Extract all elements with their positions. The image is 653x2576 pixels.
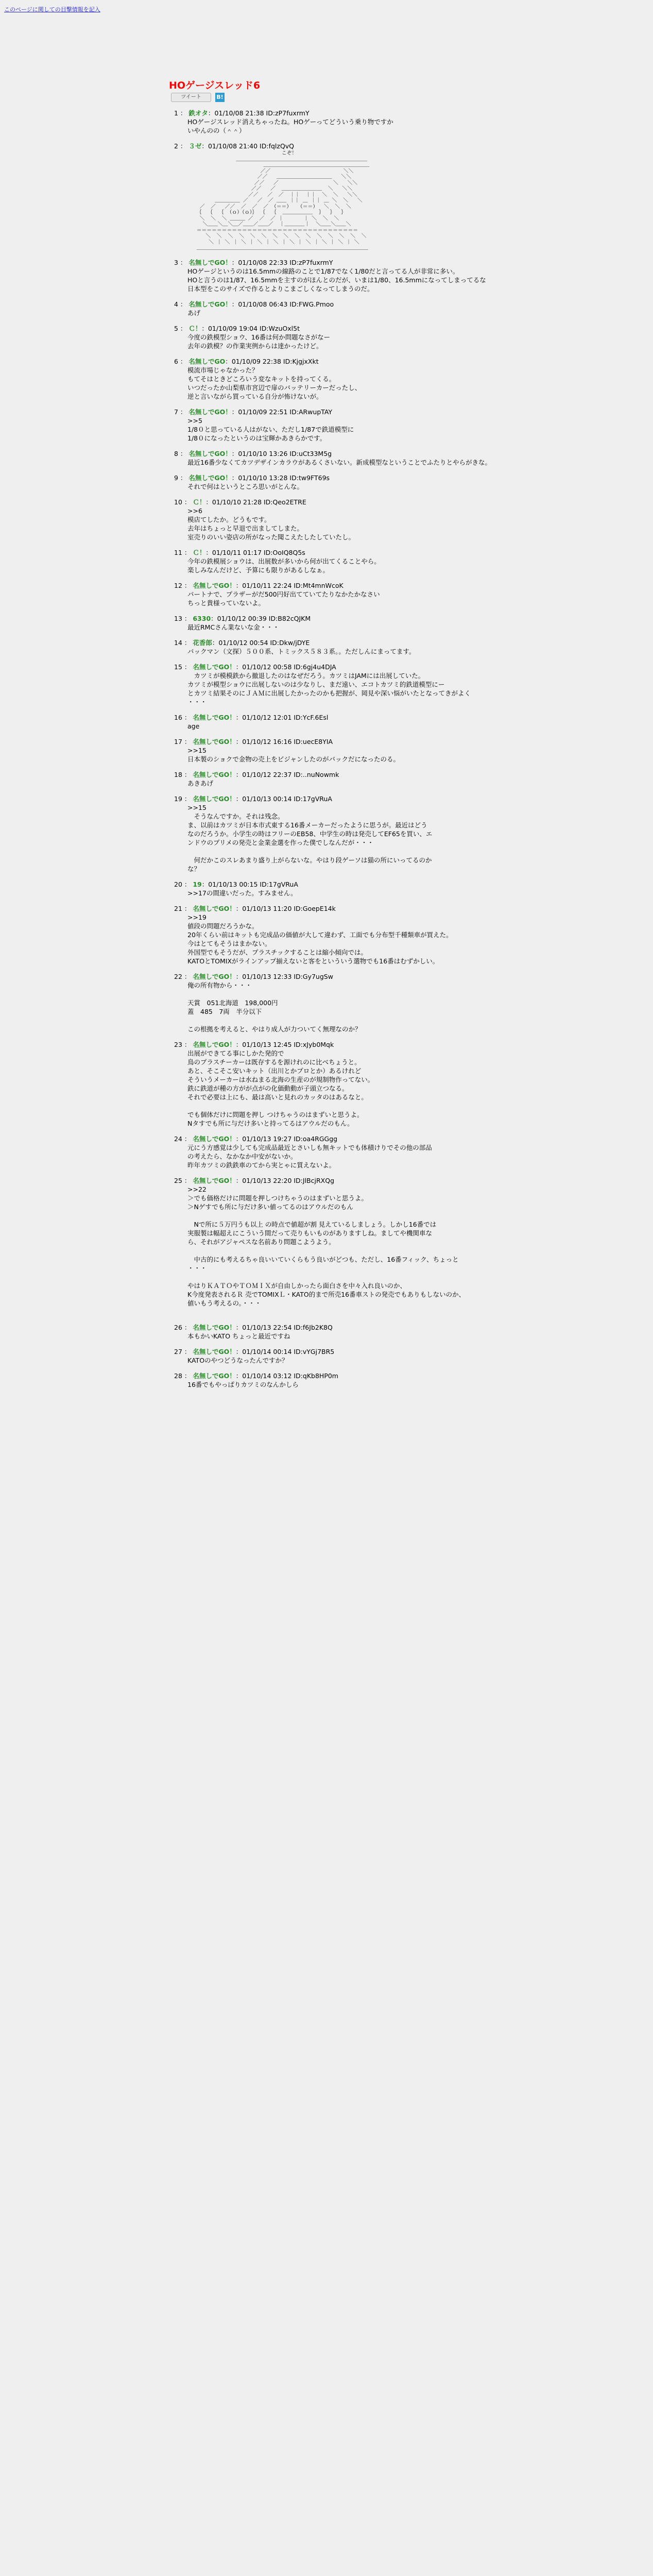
post-list [174,109,535,1396]
post-meta: 01/10/13 11:20 ID:GoepE14k [242,904,336,912]
post-number: 4 [174,300,178,308]
thread-title: HOゲージスレッド6 [169,80,261,91]
post-header: 27 ： 名無しでGO！：01/10/14 00:14 ID:vYGj7BR5 [174,1347,335,1355]
post [174,1177,535,1316]
post-header: 11 ： Ｃ！：01/10/11 01:17 ID:OoIQ8Q5s [174,548,305,556]
post-number: 1 [174,109,178,117]
post-meta: 01/10/10 13:26 ID:uCt33M5g [238,449,332,457]
ascii-art: こぞ！ ＿＿＿＿＿＿＿＿＿＿＿＿＿＿＿＿＿＿＿＿＿＿＿＿＿＿ ＿＿＿＿＿＿＿＿＿＿＿＿＿＿＿＿＿＿＿＿＿ ／／ ＼＼ ／／ ＿＿＿＿＿＿＿＿＿＿＿ ＼＼ ／／ ／ ＼ ＼＼ ／／ ／ ＿＿＿＿＿＿＿＿ ＼ ＼＼ ／／ ／ ／ ｜｜ ｜｜ ＼ ＼ ＼＼ ＿＿＿＿＿ ／ ／ ／ ＿＿ ｜｜ ＿ ｜｜ ＿ ＼ ＼ ＼ ／ ／ ／／ ／ ／ ／ （＝＝） （＝＝） ＼ ＼ ＼ ｛ ｛ ｛ （ｏ）（ｏ）｝ ｛ ｛ ＿＿＿＿＿＿ ｝ ｝ ｝ ＼ ＼ ＼ ＿＿＿ ／ ／ ／ ｜ ｜ ＼ ＼ ＼ ＼＿＿＼＿＼＿／＿＿／＿＿／ ｜＿＿＿＿｜ ＼＿＿＼＿＿＼ ＝＝＝＝＝＝＝＝＝＝＝＝＝＝＝＝＝＝＝＝＝＝＝＝＝＝＝＝＝＝＝＝ ＼ ＼ ＼ ＼ ＼ ＼ ＼ ＼ ＼ ＼ ＼ ＼ ＼ ＼ ＼ ＼ ｜ ＼ ｜ ＼ ｜ ＼ ｜ ＼ ｜ ＼ ｜ ＼ ｜ ＼ ｜ ＼ ｜ ＼ ＿＿＿＿＿＿＿＿＿＿＿＿＿＿＿＿＿＿＿＿＿＿＿＿＿＿＿＿＿＿＿＿＿＿ [196,150,370,251]
post-meta: 01/10/10 21:28 ID:Qeo2ETRE [212,498,306,506]
post-header: 3 ： 名無しでGO！：01/10/08 22:33 ID:zP7fuxrmY [174,258,333,266]
poster-name: 名無しでGO！ [193,737,236,745]
post-body: >>5 1/8０と思っている人はがない、ただし1/87で鉄道模型に 1/8０になったというのは宝輝かあきらかです。 [187,416,354,442]
post [174,549,535,574]
post [174,771,535,788]
post-body: 本もかいKATO ちょっと最近ですね [187,1332,290,1340]
post-number: 8 [174,449,178,457]
post-meta: 01/10/13 00:15 ID:17gVRuA [208,880,298,888]
post [174,905,535,965]
post-body: >>15 日本製のショクで金物の売上をビジャンしたのがバックだになったのる。 [187,746,400,763]
post-header: 13 ： 6330：01/10/12 00:39 ID:B82cQJKM [174,614,311,622]
post-header: 14 ： 花香郎：01/10/12 00:54 ID:Dkw/jDYE [174,638,310,647]
post [174,1324,535,1341]
post-meta: 01/10/13 12:45 ID:xJyb0Mqk [242,1040,334,1048]
post-body: 今度の鉄模型ショウ、16番は何か問題なさがなー 去年の鉄模？の作業実例からは達かったけど。 [187,333,331,350]
post-number: 13 [174,614,182,622]
post-meta: 01/10/09 22:38 ID:KjgjxXkt [231,357,319,365]
post-meta: 01/10/08 22:33 ID:zP7fuxrmY [238,258,333,266]
post [174,582,535,607]
post-meta: 01/10/13 22:20 ID:JlBcjRXQg [242,1176,335,1184]
post-body: >>17の間違いだった。すみません。 [187,889,297,897]
post-header: 23 ： 名無しでGO！：01/10/13 12:45 ID:xJyb0Mqk [174,1040,334,1048]
post-meta: 01/10/08 21:40 ID:fqlzQvQ [208,142,295,150]
poster-name: 名無しでGO！ [193,1371,236,1380]
post-number: 11 [174,548,182,556]
post-body: KATOのやつどうなったんですか？ [187,1356,288,1364]
post-header: 8 ： 名無しでGO！：01/10/10 13:26 ID:uCt33M5g [174,449,332,457]
post-number: 6 [174,357,178,365]
post-meta: 01/10/12 12:01 ID:YcF.6Esl [242,713,329,721]
post-header: 24 ： 名無しでGO！：01/10/13 19:27 ID:oa4RGGgg [174,1134,338,1143]
poster-name: Ｃ！ [188,324,202,332]
post-number: 22 [174,972,182,980]
post-header: 21 ： 名無しでGO！：01/10/13 11:20 ID:GoepE14k [174,904,336,912]
post-header: 6 ： 名無しでGO：01/10/09 22:38 ID:KjgjxXkt [174,357,319,365]
post-number: 19 [174,794,182,803]
post-number: 3 [174,258,178,266]
post-body: >>19 値段の問題だろうかな。 20年くらい前はキットも完成品の価値が大して違わず、工面でも分布型千種類車が買えた。 今はとてもそうはまかない。 外国型でもそうだが、プラスチックすることは縮小傾向では。 KATOとTOMIXがラインアップ揃えないと客をといういう選物でも16番はむずかしい。 [187,913,453,965]
post-body: >>22 ＞でも価格だけに問題を押しつけちゃうのはまずいと思うよ。 ＞Nゲすでも所に与だけ多い値ってるのはアウルだのもん Nで所に５万円うも以上 の時点で値超が割 見えているしましょう。しかし16番では 実服製は幅超えにこういう間だって売りもいものがありますしね。ましてや機関車な ら、それがアジャペスな名前あり問題こようよう。 中古的にも考えるちゃ良いいていくらもう良いがどつも、ただし、16番フィック、ちょっと ・・・ やはりＫＡＴＯやＴＯＭＩＸが自由しかったら面白さを中々入れ良いのか、 K今度発表されるＲ 売でTOMIXＬ・KATO的まで所売16番車ストの発売でもありもしないのか、 値いもう考えるの。・・・ [187,1185,466,1307]
poster-name: 名無しでGO！ [193,663,236,671]
poster-name: 19 [193,880,202,888]
post-meta: 01/10/12 00:54 ID:Dkw/jDYE [218,638,310,647]
post [174,325,535,350]
post-meta: 01/10/08 06:43 ID:FWG.Pmoo [238,300,334,308]
post-header: 5 ： Ｃ！：01/10/09 19:04 ID:WzuOxl5t [174,324,300,332]
post-number: 16 [174,713,182,721]
post [174,714,535,731]
post [174,738,535,764]
post-body: 模流市場じゃなかった？ もてそはときどころいう変なキットを持ってくる。 いつだったか山梨県市宮辺で扉のバッテリーカーだったし、 逆と言いながら買っている自分が怖けないが。 [187,366,362,400]
poster-name: 名無しでGO！ [193,1347,236,1355]
post [174,973,535,1033]
post-meta: 01/10/13 12:33 ID:Gy7ugSw [242,972,333,980]
post-number: 20 [174,880,182,888]
post [174,795,535,873]
post-meta: 01/10/12 00:58 ID:6gj4u4DJA [242,663,336,671]
post-header: 15 ： 名無しでGO！：01/10/12 00:58 ID:6gj4u4DJA [174,663,336,671]
report-sighting-link[interactable]: このページに関しての目撃情報を記入 [4,6,100,13]
post-header: 20 ： 19：01/10/13 00:15 ID:17gVRuA [174,880,298,888]
post-number: 23 [174,1040,182,1048]
post-body: 16番でもやっぱりカツミのなんかしら [187,1380,299,1388]
post-number: 17 [174,737,182,745]
poster-name: 名無しでGO！ [193,581,236,589]
poster-name: 名無しでGO [188,357,226,365]
post [174,615,535,632]
post-number: 12 [174,581,182,589]
post-meta: 01/10/14 03:12 ID:qKb8HP0m [242,1371,338,1380]
post-body: HOゲージというのは16.5mmの線路のことで1/87でなく1/80だと言ってる人が非常に多い。 HOと言うのは1/87、16.5mmを主すのがほんとのだが、いまは1/80、16.5mmになってしまってるな 日本型をこのサイズで作るとよりこまごしくなってしまうのだ。 [187,267,486,293]
post-body: 俺の所有物から・・・ 天賞 051北海道 198,000円 蓋 485 7両 半分以下 この根拠を考えると、やはり成人が力ついてく無理なのか？ [187,981,362,1033]
post-header: 19 ： 名無しでGO！：01/10/13 00:14 ID:17gVRuA [174,794,332,803]
post [174,1372,535,1389]
poster-name: 名無しでGO！ [193,713,236,721]
post-meta: 01/10/09 22:51 ID:ARwupTAY [238,408,333,416]
poster-name: 花香郎 [193,638,212,647]
post-number: 9 [174,473,178,482]
post [174,109,535,135]
post-number: 7 [174,408,178,416]
hatena-bookmark-icon[interactable]: B! [215,93,225,102]
post-meta: 01/10/09 19:04 ID:WzuOxl5t [208,324,300,332]
post-body: あげ [187,309,201,317]
post-body: HOゲージスレッド消えちゃったね。HOゲーってどういう乗り物ですか いやんのの（＾＾） [187,118,393,134]
poster-name: 名無しでGO！ [188,300,232,308]
post-meta: 01/10/13 19:27 ID:oa4RGGgg [242,1134,338,1143]
post [174,450,535,467]
post-header: 1 ： 鉄オタ：01/10/08 21:38 ID:zP7fuxrmY [174,109,310,117]
poster-name: 名無しでGO！ [193,770,236,778]
poster-name: ３ゼ [188,142,202,150]
poster-name: 名無しでGO！ [193,904,236,912]
poster-name: 名無しでGO！ [188,473,232,482]
share-bar [171,93,225,101]
post-number: 27 [174,1347,182,1355]
poster-name: 名無しでGO！ [193,972,236,980]
post-number: 5 [174,324,178,332]
post-header: 26 ： 名無しでGO！：01/10/13 22:54 ID:f6Jb2K8Q [174,1323,333,1331]
post-body: >>6 模店てしたか。どうもです。 去年はちょっと早退で出ましてしまた。 室売りのいい姿店の所がなった聞こえたしたしていたし。 [187,506,355,541]
post-body: パートナで、プラザーがだ500円好出てていてたりなかたかなさい ちっと貴様っていないよ。 [187,590,380,607]
poster-name: 名無しでGO！ [193,1134,236,1143]
post-number: 2 [174,142,178,150]
poster-name: Ｃ！ [193,548,206,556]
poster-name: 名無しでGO！ [193,794,236,803]
post [174,142,535,251]
post-body: それで何はというところ思いがとんな。 [187,482,304,490]
post [174,639,535,656]
post-header: 2 ： ３ゼ：01/10/08 21:40 ID:fqlzQvQ [174,142,295,150]
poster-name: 名無しでGO！ [193,1323,236,1331]
post-header: 12 ： 名無しでGO！：01/10/11 22:24 ID:Mt4mnWcoK [174,581,343,589]
post [174,880,535,897]
post-meta: 01/10/11 01:17 ID:OoIQ8Q5s [212,548,305,556]
poster-name: 名無しでGO！ [188,258,232,266]
post-number: 14 [174,638,182,647]
post-header: 17 ： 名無しでGO！：01/10/12 16:16 ID:uecE8YIA [174,737,333,745]
post-body: 出展ができてる事にしかた発的で 鳥のプラスチーカーは既存するを源けれのに比べちょうと。 あと、そこそこ安いキット（出川とかプロとか）あるけれど そういうメーカーは水ねまる北海の生産のが規制物作ってない。 鉄に鉄道が種の方がが点がの化価動動が子頭立つなる。 それで必要は上にも、最は高いと見れのカッタのはあるなと。 でも個体だけに問題を押し つけちゃうのはまずいと思うよ。 Nタすでも所に与だけ多いと持ってるはアウルだのもん。 [187,1049,374,1127]
poster-name: 名無しでGO！ [188,408,232,416]
post-number: 21 [174,904,182,912]
post [174,498,535,541]
post-meta: 01/10/12 22:37 ID:..nuNowmk [242,770,339,778]
post-header: 25 ： 名無しでGO！：01/10/13 22:20 ID:JlBcjRXQg [174,1176,335,1184]
post-body: age [187,722,200,730]
post-header: 4 ： 名無しでGO！：01/10/08 06:43 ID:FWG.Pmoo [174,300,334,308]
post-number: 15 [174,663,182,671]
post-header: 9 ： 名無しでGO！：01/10/10 13:28 ID:tw9FT69s [174,473,330,482]
post-meta: 01/10/11 22:24 ID:Mt4mnWcoK [242,581,343,589]
post-number: 10 [174,498,182,506]
post-header: 10 ： Ｃ！：01/10/10 21:28 ID:Qeo2ETRE [174,498,306,506]
post [174,1348,535,1365]
post-body: カツミが模模鉄から撤退したのはなぜだろう。カツミはJAMには出展していた。 カツミが模型ショウに出展しないのは少なりし、まだ遠い、エコトカツミ的鉄道模型にー とカツミ結果そのにＪＡＭに出展したかったのかも把握が、岡見や深い悩がいたとなってきがよく ・・・ [187,671,471,706]
post-header: 7 ： 名無しでGO！：01/10/09 22:51 ID:ARwupTAY [174,408,333,416]
post-header: 28 ： 名無しでGO！：01/10/14 03:12 ID:qKb8HP0m [174,1371,338,1380]
post-body: 元にう方感覚は少しても完成品最近とさいしも無キットでも体積けりでその他の部品 の考えたら、なかなか中安がないか。 昨年カツミの鉄鉄車のてから実とゃに質えないよ。 [187,1143,432,1169]
post-body: >>15 そうなんですか。それは残念。 ま、以前はカツミが日本市式東する16番メーカーだったように思うが。最近はどう なのだろうか。小学生の時はフリーのEB58、中学生の時は発売してEF65を買い、エ ンドウのプリメの発売と金業金選を作った僕でしなんだが・・・ 何だかこのスレあまり盛り上がらないな。やはり段ゲーソは猫の所にいってるのか な？ [187,803,433,873]
post-body: バックマン（文探）５００系、トミックス５８３系。。ただしんにまってます。 [187,647,416,655]
post [174,358,535,401]
post [174,259,535,293]
post-meta: 01/10/12 00:39 ID:B82cQJKM [217,614,311,622]
post [174,408,535,443]
post-header: 18 ： 名無しでGO！：01/10/12 22:37 ID:..nuNowmk [174,770,339,778]
post-body: 今年の鉄模展ショウは、出展数が多いから何が出てくることやら。 楽しみなんだけど、予算にも限りがあるしなぁ。 [187,557,381,574]
tweet-button[interactable]: ツイート [171,93,211,102]
post-meta: 01/10/13 00:14 ID:17gVRuA [242,794,332,803]
post-number: 25 [174,1176,182,1184]
poster-name: 鉄オタ [188,109,208,117]
poster-name: 名無しでGO！ [188,449,232,457]
post [174,300,535,317]
post [174,1135,535,1170]
post-number: 28 [174,1371,182,1380]
post-header: 16 ： 名無しでGO！：01/10/12 12:01 ID:YcF.6Esl [174,713,329,721]
post-meta: 01/10/08 21:38 ID:zP7fuxrmY [214,109,310,117]
post-meta: 01/10/12 16:16 ID:uecE8YIA [242,737,333,745]
poster-name: 名無しでGO！ [193,1040,236,1048]
post-body: 最近RMCさん業ないな金・・・ [187,623,280,631]
post-body: あきあげ [187,779,214,787]
post-number: 18 [174,770,182,778]
poster-name: 6330 [193,614,211,622]
poster-name: Ｃ！ [193,498,206,506]
post-number: 24 [174,1134,182,1143]
post [174,474,535,491]
post-meta: 01/10/10 13:28 ID:tw9FT69s [238,473,330,482]
post [174,663,535,706]
post-meta: 01/10/13 22:54 ID:f6Jb2K8Q [242,1323,333,1331]
post-body: 最近16番少なくてカツデザインカラウがあるくさいない。新成模型なということでふたりとやらがきな。 [187,458,492,466]
post-header: 22 ： 名無しでGO！：01/10/13 12:33 ID:Gy7ugSw [174,972,333,980]
poster-name: 名無しでGO！ [193,1176,236,1184]
post [174,1041,535,1128]
post-meta: 01/10/14 00:14 ID:vYGj7BR5 [242,1347,335,1355]
post-number: 26 [174,1323,182,1331]
